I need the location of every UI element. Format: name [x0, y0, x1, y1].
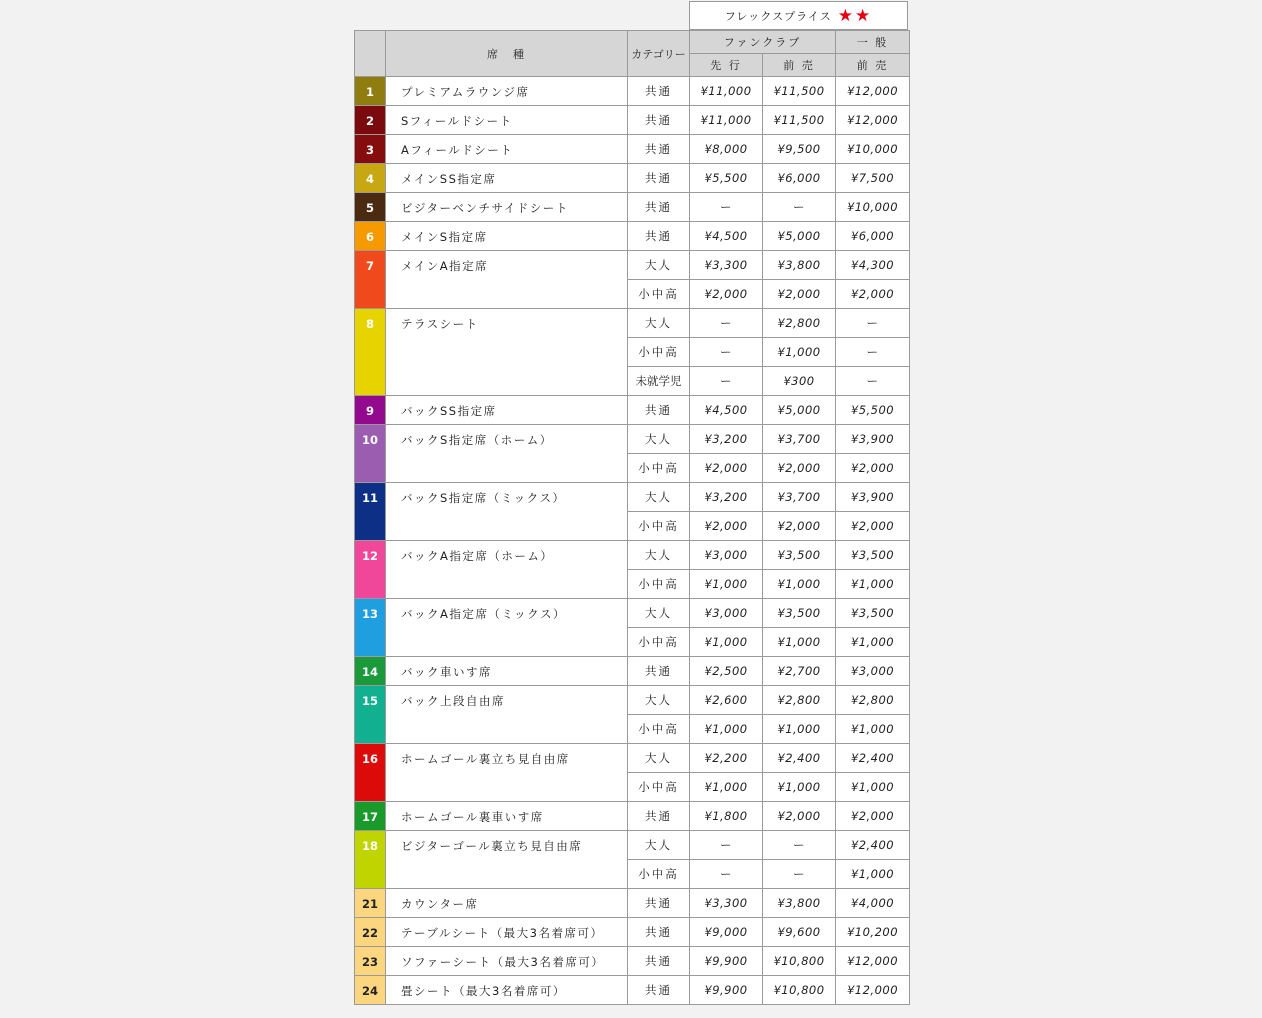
category-cell: 共通: [628, 657, 690, 686]
seat-name: メインSS指定席: [386, 164, 628, 193]
price-cell: ¥6,000: [836, 222, 910, 251]
price-cell: ¥3,200: [690, 425, 763, 454]
table-row: [355, 309, 910, 338]
price-cell: ¥4,300: [836, 251, 910, 280]
header-category: カテゴリー: [628, 31, 690, 77]
price-cell: ー: [690, 367, 763, 396]
seat-name: Aフィールドシート: [386, 135, 628, 164]
price-cell: ¥3,700: [763, 483, 836, 512]
price-cell: ¥1,800: [690, 802, 763, 831]
price-cell: ¥1,000: [763, 570, 836, 599]
category-cell: 小中高: [628, 280, 690, 309]
price-cell: ¥3,500: [836, 599, 910, 628]
category-cell: 大人: [628, 251, 690, 280]
category-cell: 大人: [628, 831, 690, 860]
seat-name: テラスシート: [386, 309, 628, 396]
table-row: [355, 425, 910, 454]
price-cell: ¥5,000: [763, 222, 836, 251]
price-cell: ¥2,600: [690, 686, 763, 715]
seat-name: テーブルシート（最大3名着席可）: [386, 918, 628, 947]
price-cell: ¥1,000: [836, 773, 910, 802]
price-table-body: [355, 77, 910, 1005]
table-row: [355, 77, 910, 106]
price-cell: ¥3,500: [763, 541, 836, 570]
table-row: [355, 744, 910, 773]
category-cell: 大人: [628, 309, 690, 338]
price-cell: ー: [836, 309, 910, 338]
header-fanclub: ファンクラブ: [690, 31, 836, 54]
table-row: [355, 657, 910, 686]
seat-number: 9: [355, 396, 386, 425]
price-cell: ¥10,000: [836, 135, 910, 164]
seat-number: 7: [355, 251, 386, 309]
category-cell: 小中高: [628, 512, 690, 541]
category-cell: 共通: [628, 976, 690, 1005]
table-row: [355, 135, 910, 164]
table-row: [355, 222, 910, 251]
price-cell: ¥2,800: [836, 686, 910, 715]
category-cell: 大人: [628, 686, 690, 715]
category-cell: 大人: [628, 425, 690, 454]
price-cell: ¥12,000: [836, 77, 910, 106]
seat-number: 18: [355, 831, 386, 889]
category-cell: 共通: [628, 802, 690, 831]
category-cell: 共通: [628, 193, 690, 222]
price-cell: ー: [690, 338, 763, 367]
price-cell: ¥2,000: [763, 454, 836, 483]
price-cell: ¥11,000: [690, 77, 763, 106]
price-cell: ー: [690, 309, 763, 338]
header-general: 一 般: [836, 31, 910, 54]
seat-name: ソファーシート（最大3名着席可）: [386, 947, 628, 976]
seat-name: メインS指定席: [386, 222, 628, 251]
seat-number: 21: [355, 889, 386, 918]
table-row: [355, 106, 910, 135]
price-cell: ¥1,000: [690, 715, 763, 744]
category-cell: 共通: [628, 918, 690, 947]
price-cell: ¥11,000: [690, 106, 763, 135]
price-cell: ¥2,700: [763, 657, 836, 686]
table-row: [355, 947, 910, 976]
seat-number: 6: [355, 222, 386, 251]
seat-number: 1: [355, 77, 386, 106]
seat-name: バック上段自由席: [386, 686, 628, 744]
price-cell: ¥3,800: [763, 889, 836, 918]
seat-number: 15: [355, 686, 386, 744]
flex-price-label: フレックスプライス: [724, 9, 832, 23]
price-cell: ¥6,000: [763, 164, 836, 193]
header-seat-type: 席 種: [386, 31, 628, 77]
price-cell: ¥1,000: [690, 773, 763, 802]
price-cell: ¥2,200: [690, 744, 763, 773]
seat-name: プレミアムラウンジ席: [386, 77, 628, 106]
price-cell: ¥2,000: [836, 454, 910, 483]
category-cell: 共通: [628, 77, 690, 106]
category-cell: 小中高: [628, 715, 690, 744]
price-cell: ¥11,500: [763, 106, 836, 135]
category-cell: 小中高: [628, 773, 690, 802]
seat-number: 14: [355, 657, 386, 686]
flex-price-header: [689, 1, 908, 30]
seat-name: バックSS指定席: [386, 396, 628, 425]
header-number: [355, 31, 386, 77]
seat-name: ビジターベンチサイドシート: [386, 193, 628, 222]
category-cell: 共通: [628, 947, 690, 976]
price-cell: ¥9,900: [690, 947, 763, 976]
category-cell: 小中高: [628, 570, 690, 599]
table-row: [355, 831, 910, 860]
seat-name: メインA指定席: [386, 251, 628, 309]
price-cell: ー: [763, 193, 836, 222]
price-cell: ¥2,400: [836, 831, 910, 860]
price-cell: ¥10,800: [763, 947, 836, 976]
price-cell: ¥4,000: [836, 889, 910, 918]
category-cell: 小中高: [628, 454, 690, 483]
price-cell: ¥2,400: [836, 744, 910, 773]
table-row: [355, 889, 910, 918]
seat-number: 5: [355, 193, 386, 222]
price-cell: ¥1,000: [763, 773, 836, 802]
price-cell: ¥1,000: [690, 570, 763, 599]
table-row: [355, 976, 910, 1005]
category-cell: 共通: [628, 135, 690, 164]
price-cell: ¥7,500: [836, 164, 910, 193]
price-cell: ¥2,400: [763, 744, 836, 773]
seat-number: 2: [355, 106, 386, 135]
price-cell: ¥3,300: [690, 889, 763, 918]
seat-name: Sフィールドシート: [386, 106, 628, 135]
table-row: [355, 541, 910, 570]
price-cell: ¥9,000: [690, 918, 763, 947]
table-row: [355, 918, 910, 947]
seat-number: 22: [355, 918, 386, 947]
seat-name: ビジターゴール裏立ち見自由席: [386, 831, 628, 889]
price-cell: ¥2,800: [763, 309, 836, 338]
star-icons: ★★: [837, 5, 873, 26]
price-cell: ¥300: [763, 367, 836, 396]
seat-number: 10: [355, 425, 386, 483]
seat-number: 24: [355, 976, 386, 1005]
seat-number: 8: [355, 309, 386, 396]
category-cell: 大人: [628, 599, 690, 628]
price-cell: ー: [836, 338, 910, 367]
price-cell: ¥2,000: [836, 512, 910, 541]
category-cell: 共通: [628, 106, 690, 135]
seat-number: 16: [355, 744, 386, 802]
price-cell: ー: [763, 860, 836, 889]
price-cell: ¥10,000: [836, 193, 910, 222]
price-cell: ー: [690, 860, 763, 889]
category-cell: 小中高: [628, 338, 690, 367]
seat-number: 11: [355, 483, 386, 541]
price-cell: ¥3,300: [690, 251, 763, 280]
price-cell: ¥12,000: [836, 106, 910, 135]
price-cell: ¥1,000: [690, 628, 763, 657]
category-cell: 共通: [628, 164, 690, 193]
category-cell: 大人: [628, 744, 690, 773]
price-cell: ー: [836, 367, 910, 396]
table-row: [355, 686, 910, 715]
table-row: [355, 802, 910, 831]
price-cell: ¥3,000: [836, 657, 910, 686]
price-cell: ¥2,000: [690, 454, 763, 483]
price-cell: ¥5,000: [763, 396, 836, 425]
price-cell: ¥9,600: [763, 918, 836, 947]
seat-name: バック車いす席: [386, 657, 628, 686]
seat-name: ホームゴール裏車いす席: [386, 802, 628, 831]
price-cell: ¥1,000: [836, 715, 910, 744]
table-row: [355, 251, 910, 280]
seat-name: バックA指定席（ミックス）: [386, 599, 628, 657]
header-fc-presale: 前 売: [763, 54, 836, 77]
price-cell: ¥11,500: [763, 77, 836, 106]
category-cell: 大人: [628, 541, 690, 570]
seat-name: バックS指定席（ホーム）: [386, 425, 628, 483]
price-cell: ¥3,200: [690, 483, 763, 512]
table-row: [355, 599, 910, 628]
price-cell: ¥4,500: [690, 222, 763, 251]
price-cell: ¥2,000: [690, 512, 763, 541]
price-cell: ¥10,200: [836, 918, 910, 947]
seat-name: バックS指定席（ミックス）: [386, 483, 628, 541]
seat-number: 17: [355, 802, 386, 831]
price-cell: ¥2,000: [763, 802, 836, 831]
price-cell: ¥12,000: [836, 947, 910, 976]
price-cell: ー: [690, 193, 763, 222]
price-cell: ¥3,500: [763, 599, 836, 628]
table-row: [355, 483, 910, 512]
seat-name: バックA指定席（ホーム）: [386, 541, 628, 599]
price-cell: ¥2,500: [690, 657, 763, 686]
price-cell: ¥1,000: [763, 338, 836, 367]
table-row: [355, 164, 910, 193]
price-cell: ¥2,000: [836, 802, 910, 831]
price-cell: ¥3,900: [836, 483, 910, 512]
price-cell: ¥12,000: [836, 976, 910, 1005]
category-cell: 未就学児: [628, 367, 690, 396]
price-cell: ¥5,500: [836, 396, 910, 425]
price-cell: ¥3,000: [690, 541, 763, 570]
seat-name: 畳シート（最大3名着席可）: [386, 976, 628, 1005]
price-cell: ¥3,500: [836, 541, 910, 570]
category-cell: 共通: [628, 396, 690, 425]
seat-number: 23: [355, 947, 386, 976]
price-cell: ¥1,000: [836, 570, 910, 599]
price-cell: ¥3,900: [836, 425, 910, 454]
category-cell: 大人: [628, 483, 690, 512]
price-cell: ー: [690, 831, 763, 860]
price-cell: ¥2,000: [763, 512, 836, 541]
price-cell: ¥10,800: [763, 976, 836, 1005]
price-cell: ¥2,000: [836, 280, 910, 309]
price-cell: ¥9,900: [690, 976, 763, 1005]
price-cell: ¥1,000: [836, 628, 910, 657]
price-cell: ¥9,500: [763, 135, 836, 164]
price-cell: ¥8,000: [690, 135, 763, 164]
price-cell: ¥2,000: [763, 280, 836, 309]
price-cell: ¥5,500: [690, 164, 763, 193]
seat-name: ホームゴール裏立ち見自由席: [386, 744, 628, 802]
header-fc-early: 先 行: [690, 54, 763, 77]
category-cell: 共通: [628, 889, 690, 918]
price-cell: ¥3,800: [763, 251, 836, 280]
price-cell: ¥2,000: [690, 280, 763, 309]
seat-number: 13: [355, 599, 386, 657]
price-cell: ー: [763, 831, 836, 860]
price-cell: ¥1,000: [763, 628, 836, 657]
seat-number: 3: [355, 135, 386, 164]
category-cell: 小中高: [628, 860, 690, 889]
price-table: [354, 30, 910, 1005]
price-cell: ¥3,000: [690, 599, 763, 628]
price-cell: ¥3,700: [763, 425, 836, 454]
category-cell: 共通: [628, 222, 690, 251]
price-cell: ¥4,500: [690, 396, 763, 425]
seat-name: カウンター席: [386, 889, 628, 918]
category-cell: 小中高: [628, 628, 690, 657]
table-row: [355, 396, 910, 425]
table-row: [355, 193, 910, 222]
price-cell: ¥2,800: [763, 686, 836, 715]
seat-number: 4: [355, 164, 386, 193]
seat-number: 12: [355, 541, 386, 599]
header-general-presale: 前 売: [836, 54, 910, 77]
price-cell: ¥1,000: [763, 715, 836, 744]
price-cell: ¥1,000: [836, 860, 910, 889]
